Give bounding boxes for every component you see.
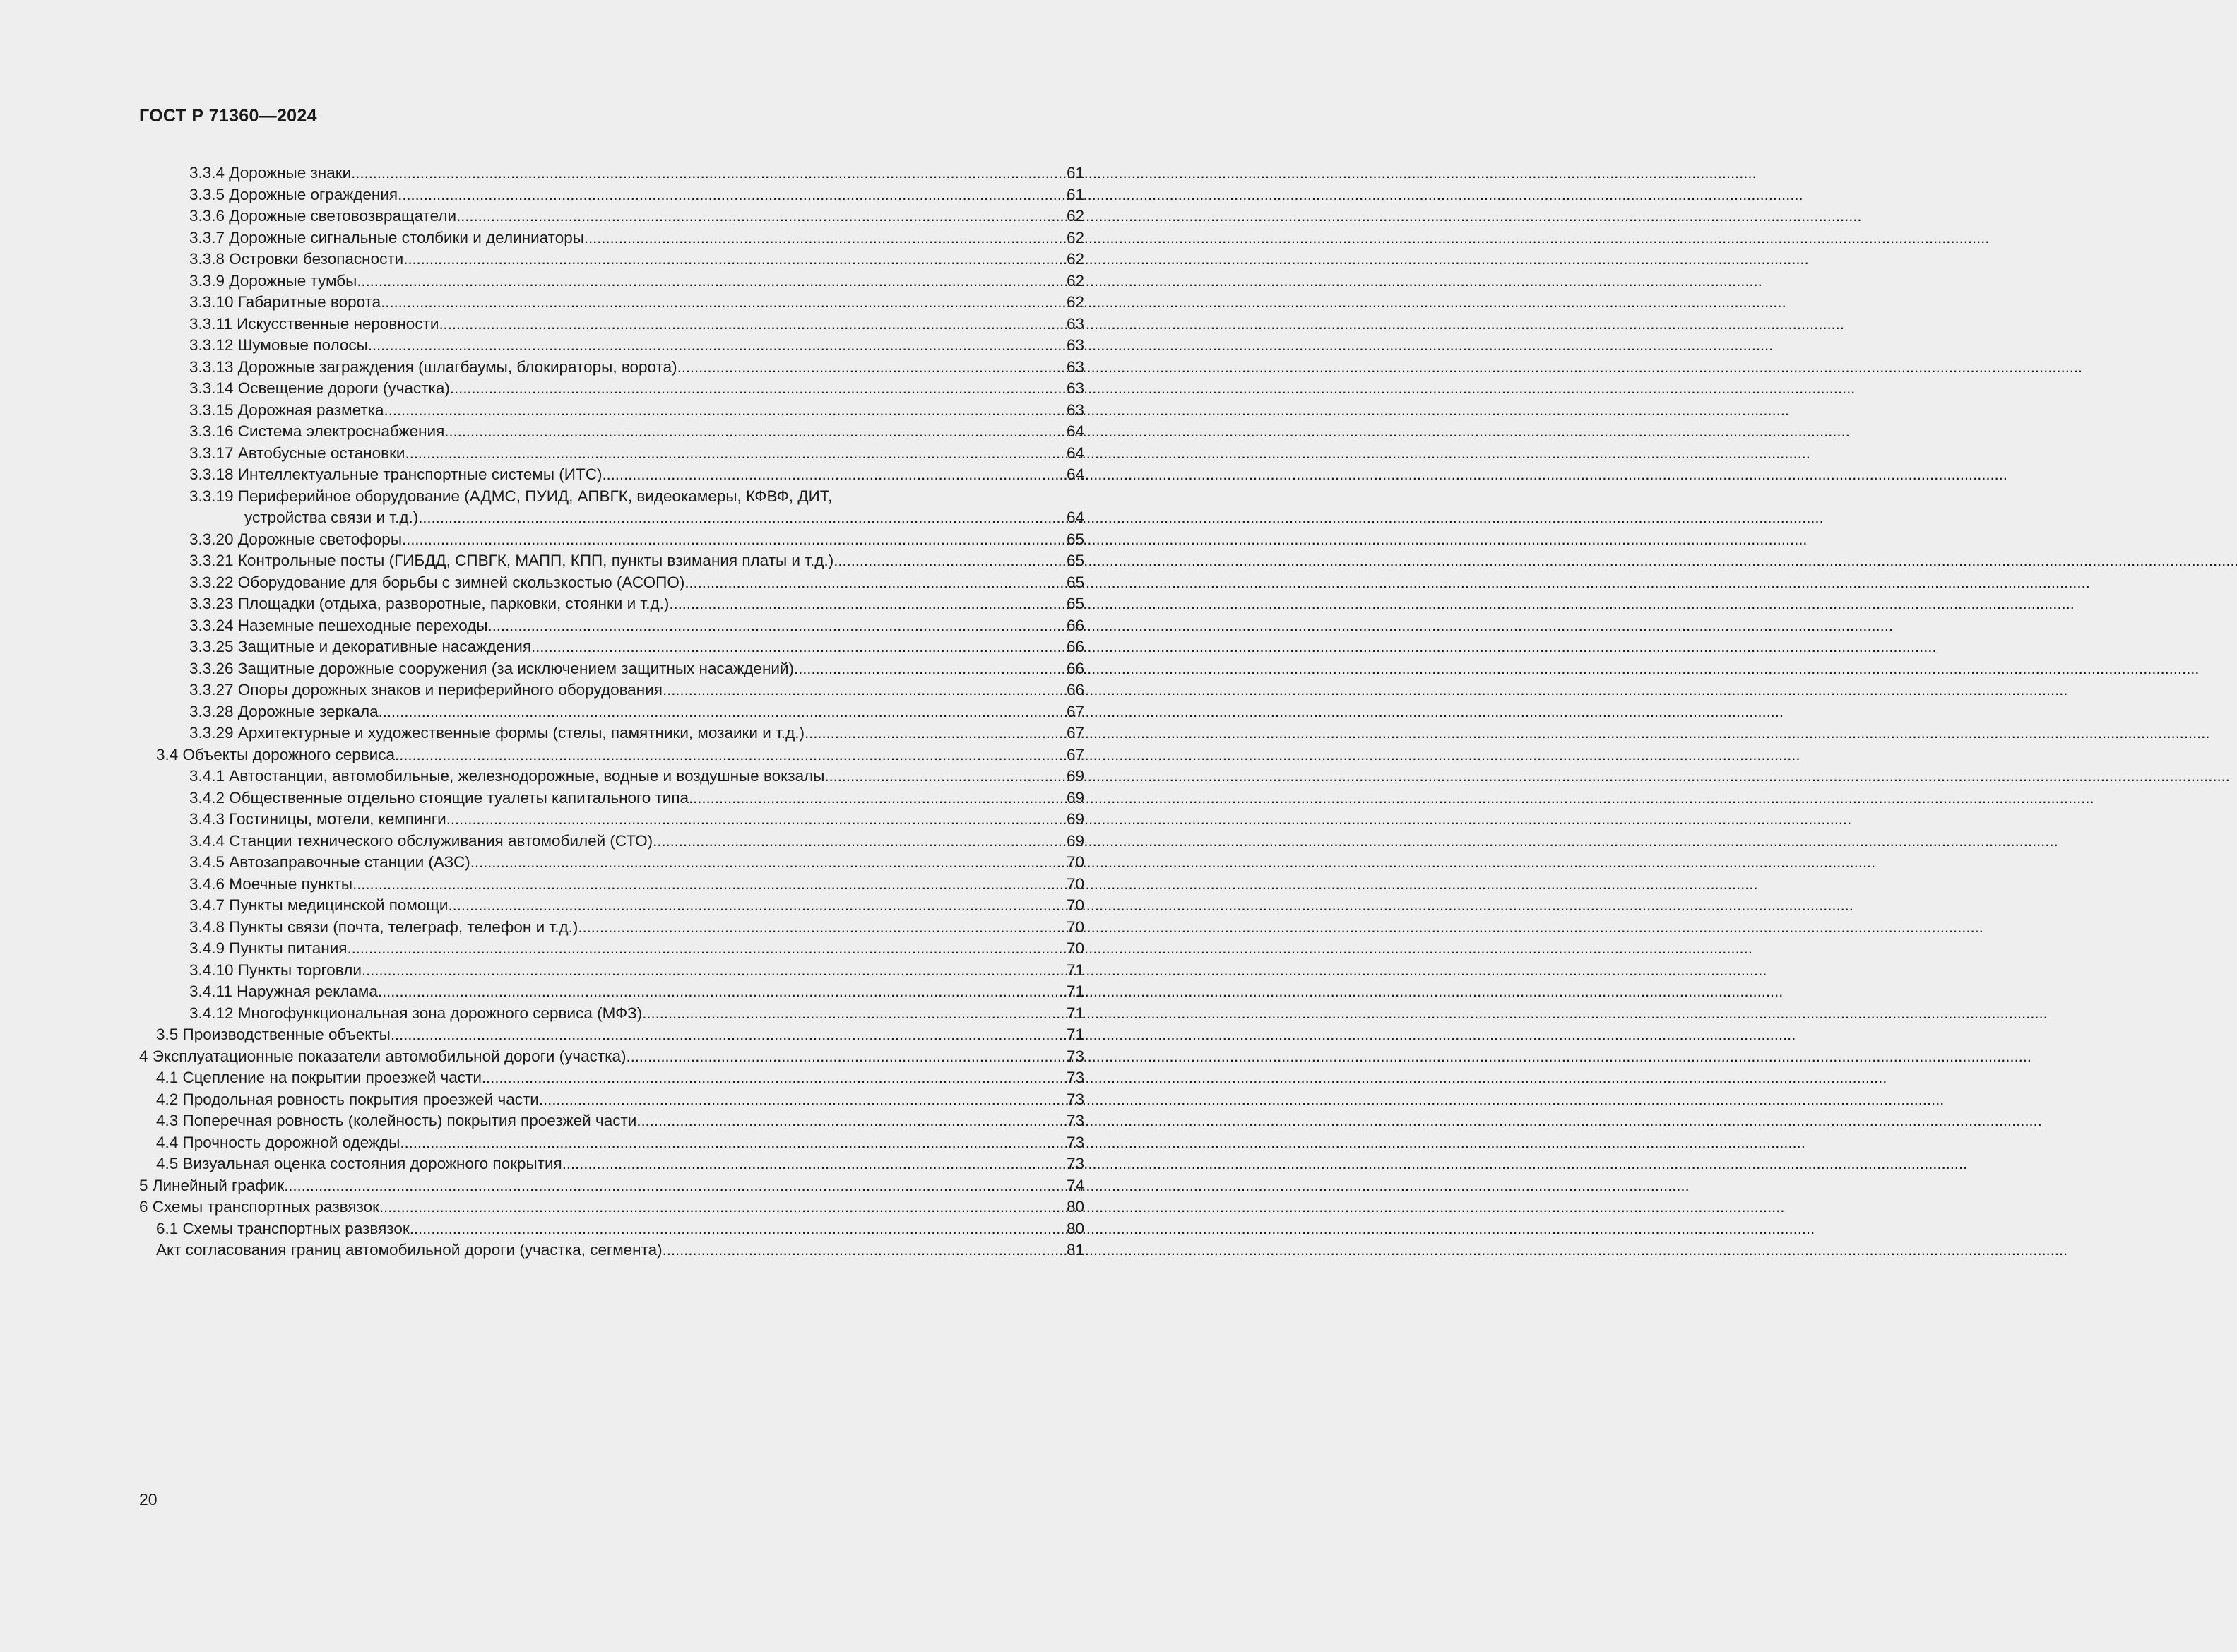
toc-entry[interactable] (139, 249, 1084, 271)
toc-entry[interactable] (139, 184, 1084, 206)
toc-entry[interactable] (139, 809, 1084, 831)
toc-entry[interactable] (139, 227, 1084, 249)
toc-entry-page: 67 (1066, 702, 1084, 720)
toc-leader-dots (488, 615, 1063, 637)
toc-entry[interactable] (139, 421, 1084, 443)
toc-entry-label: 3.3.5 Дорожные ограждения (189, 185, 398, 203)
toc-leader-dots (663, 679, 1063, 701)
toc-entry-page: 63 (1066, 314, 1084, 333)
toc-entry-page: 81 (1066, 1241, 1084, 1259)
toc-entry[interactable] (139, 1067, 1084, 1089)
toc-entry-page: 62 (1066, 207, 1084, 225)
toc-entry[interactable] (139, 529, 1084, 551)
toc-leader-dots (642, 1003, 1063, 1025)
toc-entry-label: 3.3.17 Автобусные остановки (189, 444, 405, 462)
toc-leader-dots (395, 744, 1063, 766)
toc-leader-dots (357, 271, 1063, 292)
toc-entry[interactable] (139, 335, 1084, 357)
toc-entry[interactable] (139, 507, 1084, 529)
toc-leader-dots (539, 1089, 1063, 1111)
toc-leader-dots (824, 766, 1063, 788)
toc-entry-page: 66 (1066, 681, 1084, 699)
toc-entry-label: 3.5 Производственные объекты (156, 1026, 391, 1043)
toc-entry-page: 66 (1066, 638, 1084, 655)
toc-entry[interactable] (139, 378, 1084, 400)
toc-entry-label: 3.3.13 Дорожные заграждения (шлагбаумы, блокираторы, ворота) (189, 357, 677, 376)
toc-leader-dots (669, 593, 1063, 615)
toc-entry-page: 63 (1066, 336, 1084, 354)
toc-entry-page: 73 (1066, 1069, 1084, 1086)
toc-entry-label: 4.1 Сцепление на покрытии проезжей части (156, 1069, 482, 1086)
toc-entry-label: 6.1 Схемы транспортных развязок (156, 1219, 410, 1237)
toc-leader-dots (352, 874, 1063, 896)
toc-entry-page: 71 (1066, 982, 1084, 1000)
toc-entry[interactable] (139, 1196, 1084, 1218)
toc-entry-label: 3.4.12 Многофункциональная зона дорожного сервиса (МФЗ) (189, 1004, 643, 1022)
toc-entry-label: 3.4.7 Пункты медицинской помощи (189, 896, 449, 914)
toc-entry-page: 67 (1066, 724, 1084, 742)
toc-entry-label: 3.4.8 Пункты связи (почта, телеграф, телефон и т.д.) (189, 917, 578, 936)
toc-entry[interactable] (139, 636, 1084, 658)
toc-entry-page: 73 (1066, 1155, 1084, 1172)
toc-leader-dots (379, 1196, 1063, 1218)
toc-entry-page: 64 (1066, 465, 1084, 483)
toc-entry-label: 4.2 Продольная ровность покрытия проезжей части (156, 1090, 539, 1108)
page-number: 20 (139, 1490, 158, 1509)
toc-entry[interactable] (139, 852, 1084, 874)
toc-entry-label: 3.3.7 Дорожные сигнальные столбики и делиниаторы (189, 228, 584, 246)
toc-entry-label: 3.4.10 Пункты торговли (189, 961, 362, 979)
toc-leader-dots (384, 400, 1064, 422)
toc-entry-label: 3.3.15 Дорожная разметка (189, 400, 384, 419)
toc-entry-page: 69 (1066, 831, 1084, 850)
toc-entry-label: 3.3.11 Искусственные неровности (189, 314, 439, 333)
toc-entry-page: 74 (1066, 1176, 1084, 1194)
toc-entry-label: 3.3.16 Система электроснабжения (189, 422, 445, 440)
toc-entry[interactable] (139, 357, 1084, 379)
toc-leader-dots (418, 507, 1063, 529)
toc-leader-dots (351, 162, 1063, 184)
toc-entry-label: 3.4.6 Моечные пункты (189, 874, 353, 893)
toc-entry-page: 73 (1066, 1133, 1084, 1151)
toc-entry-label: 3.4 Объекты дорожного сервиса (156, 745, 396, 763)
toc-entry-page: 73 (1066, 1047, 1084, 1065)
toc-entry-label: 3.3.27 Опоры дорожных знаков и периферийного оборудования (189, 681, 663, 699)
toc-entry-page: 63 (1066, 400, 1084, 419)
toc-leader-dots (531, 636, 1063, 658)
toc-entry-page: 65 (1066, 573, 1084, 591)
table-of-contents (139, 162, 1084, 1261)
toc-leader-dots (400, 1132, 1063, 1154)
toc-entry-label: 5 Линейный график (139, 1176, 285, 1194)
toc-entry[interactable] (139, 766, 1084, 788)
toc-entry-label: 3.3.14 Освещение дороги (участка) (189, 379, 450, 397)
toc-entry[interactable] (139, 1046, 1084, 1068)
toc-entry-label: 3.4.11 Наружная реклама (189, 982, 378, 1000)
toc-entry[interactable] (139, 464, 1084, 486)
toc-leader-dots (602, 464, 1063, 486)
toc-leader-dots (578, 917, 1063, 939)
toc-entry[interactable] (139, 960, 1084, 982)
toc-entry-page: 62 (1066, 271, 1084, 290)
toc-entry-label: 3.3.6 Дорожные световозвращатели (189, 207, 457, 225)
toc-leader-dots (402, 529, 1063, 551)
toc-entry-label: 3.3.25 Защитные и декоративные насаждения (189, 638, 532, 655)
toc-leader-dots (444, 421, 1063, 443)
toc-leader-dots (391, 1024, 1063, 1046)
toc-entry[interactable] (139, 593, 1084, 615)
toc-entry[interactable] (139, 831, 1084, 852)
toc-entry[interactable] (139, 679, 1084, 701)
toc-entry-page: 62 (1066, 228, 1084, 246)
toc-entry-page: 63 (1066, 357, 1084, 376)
toc-leader-dots (381, 292, 1063, 314)
toc-leader-dots (663, 1240, 1063, 1261)
toc-entry-label: 3.3.23 Площадки (отдыха, разворотные, парковки, стоянки и т.д.) (189, 595, 670, 612)
toc-entry[interactable] (139, 723, 1084, 744)
toc-entry[interactable] (139, 1218, 1084, 1240)
toc-entry[interactable] (139, 1132, 1084, 1154)
toc-leader-dots (627, 1046, 1064, 1068)
toc-entry-page: 69 (1066, 810, 1084, 828)
toc-entry-label: 3.3.9 Дорожные тумбы (189, 271, 357, 290)
toc-leader-dots (684, 572, 1063, 594)
toc-leader-dots (677, 357, 1063, 379)
toc-entry-page: 64 (1066, 422, 1084, 440)
toc-leader-dots (362, 960, 1063, 982)
toc-entry-label: 3.4.9 Пункты питания (189, 939, 348, 957)
toc-entry-label: 3.3.22 Оборудование для борьбы с зимней скользкостью (АСОПО) (189, 573, 685, 591)
toc-leader-dots (584, 227, 1063, 249)
toc-entry-label: 4.5 Визуальная оценка состояния дорожного покрытия (156, 1155, 562, 1172)
toc-entry-label: 3.3.26 Защитные дорожные сооружения (за исключением защитных насаждений) (189, 659, 794, 677)
toc-leader-dots (284, 1175, 1063, 1197)
toc-entry-label: 3.4.5 Автозаправочные станции (АЗС) (189, 853, 470, 871)
toc-entry-label: Акт согласования границ автомобильной дороги (участка, сегмента) (156, 1241, 663, 1259)
toc-leader-dots (653, 831, 1063, 852)
toc-leader-dots (410, 1218, 1063, 1240)
toc-entry-page: 71 (1066, 961, 1084, 979)
toc-leader-dots (378, 981, 1063, 1003)
toc-leader-dots (379, 701, 1063, 723)
toc-entry-page: 61 (1066, 164, 1084, 182)
toc-entry-label: 3.3.8 Островки безопасности (189, 250, 404, 268)
toc-entry[interactable] (139, 895, 1084, 917)
toc-entry[interactable] (139, 701, 1084, 723)
toc-entry-page: 66 (1066, 659, 1084, 677)
toc-entry-label: 3.3.21 Контрольные посты (ГИБДД, СПВГК, МАПП, КПП, пункты взимания платы и т.д.) (189, 552, 834, 569)
toc-entry[interactable] (139, 1024, 1084, 1046)
toc-leader-dots (403, 249, 1063, 271)
toc-entry-label: 3.3.20 Дорожные светофоры (189, 530, 402, 548)
toc-entry[interactable] (139, 314, 1084, 335)
toc-entry-page: 67 (1066, 745, 1084, 763)
toc-leader-dots (794, 658, 1063, 680)
toc-entry[interactable] (139, 658, 1084, 680)
toc-entry[interactable] (139, 1175, 1084, 1197)
toc-leader-dots (805, 723, 1063, 744)
toc-entry-page: 61 (1066, 185, 1084, 203)
toc-entry-label: 3.3.4 Дорожные знаки (189, 164, 352, 182)
toc-entry-page: 73 (1066, 1112, 1084, 1129)
toc-leader-dots (450, 378, 1063, 400)
toc-entry[interactable] (139, 615, 1084, 637)
toc-entry[interactable] (139, 1240, 1084, 1261)
toc-entry[interactable] (139, 981, 1084, 1003)
toc-leader-dots (368, 335, 1063, 357)
toc-entry[interactable] (139, 1089, 1084, 1111)
toc-entry[interactable] (139, 292, 1084, 314)
toc-entry-page: 80 (1066, 1219, 1084, 1237)
toc-entry-label: 4 Эксплуатационные показатели автомобильной дороги (участка) (139, 1047, 627, 1065)
toc-entry-page: 62 (1066, 250, 1084, 268)
toc-entry-label: устройства связи и т.д.) (244, 509, 419, 526)
toc-entry-page: 63 (1066, 379, 1084, 397)
toc-entry[interactable] (139, 1110, 1084, 1132)
toc-entry[interactable] (139, 271, 1084, 292)
toc-entry-label: 4.3 Поперечная ровность (колейность) покрытия проезжей части (156, 1112, 637, 1129)
toc-entry[interactable] (139, 206, 1084, 227)
toc-entry-page: 80 (1066, 1198, 1084, 1216)
toc-entry[interactable] (139, 572, 1084, 594)
toc-leader-dots (347, 938, 1063, 960)
toc-entry[interactable] (139, 162, 1084, 184)
toc-entry-page: 71 (1066, 1026, 1084, 1043)
toc-entry-label: 3.4.3 Гостиницы, мотели, кемпинги (189, 810, 446, 828)
toc-entry[interactable] (139, 788, 1084, 809)
toc-entry[interactable] (139, 400, 1084, 422)
toc-entry-label: 3.3.28 Дорожные зеркала (189, 702, 379, 720)
toc-leader-dots (398, 184, 1063, 206)
toc-entry-label: 3.3.12 Шумовые полосы (189, 336, 368, 354)
toc-leader-dots (470, 852, 1063, 874)
toc-entry-page: 65 (1066, 552, 1084, 569)
toc-entry-label: 3.3.10 Габаритные ворота (189, 293, 381, 311)
document-header: ГОСТ Р 71360—2024 (139, 106, 317, 126)
toc-entry-page: 71 (1066, 1004, 1084, 1022)
toc-entry-label: 3.4.1 Автостанции, автомобильные, железнодорожные, водные и воздушные вокзалы (189, 767, 825, 785)
toc-leader-dots (446, 809, 1063, 831)
toc-entry[interactable] (139, 874, 1084, 896)
toc-entry[interactable] (139, 443, 1084, 465)
toc-leader-dots (456, 206, 1063, 227)
toc-entry[interactable] (139, 1153, 1084, 1175)
toc-leader-dots (689, 788, 1063, 809)
toc-entry-label: 3.3.18 Интеллектуальные транспортные системы (ИТС) (189, 465, 603, 483)
toc-entry-page: 73 (1066, 1090, 1084, 1108)
toc-leader-dots (482, 1067, 1063, 1089)
toc-entry-page: 69 (1066, 788, 1084, 807)
toc-leader-dots (562, 1153, 1063, 1175)
toc-entry-page: 70 (1066, 874, 1084, 893)
toc-entry-page: 66 (1066, 616, 1084, 634)
toc-entry[interactable] (139, 938, 1084, 960)
toc-entry-page: 70 (1066, 917, 1084, 936)
toc-entry[interactable] (139, 744, 1084, 766)
toc-entry-label: 4.4 Прочность дорожной одежды (156, 1133, 400, 1151)
toc-entry-page: 65 (1066, 595, 1084, 612)
toc-leader-dots (636, 1110, 1063, 1132)
toc-entry-page: 70 (1066, 853, 1084, 871)
toc-entry-label: 6 Схемы транспортных развязок (139, 1198, 379, 1216)
toc-leader-dots (405, 443, 1063, 465)
toc-entry[interactable] (139, 1003, 1084, 1025)
toc-entry-label: 3.3.19 Периферийное оборудование (АДМС, ПУИД, АПВГК, видеокамеры, КФВФ, ДИТ, (189, 487, 833, 505)
toc-entry[interactable] (139, 550, 1084, 572)
toc-entry-page: 65 (1066, 530, 1084, 548)
toc-leader-dots (448, 895, 1063, 917)
toc-entry-label: 3.4.4 Станции технического обслуживания автомобилей (СТО) (189, 831, 653, 850)
toc-entry-page: 70 (1066, 896, 1084, 914)
toc-entry[interactable] (139, 917, 1084, 939)
toc-entry-page: 62 (1066, 293, 1084, 311)
toc-entry-page: 69 (1066, 767, 1084, 785)
toc-leader-dots (439, 314, 1063, 335)
toc-entry-label: 3.3.29 Архитектурные и художественные формы (стелы, памятники, мозаики и т.д.) (189, 724, 805, 742)
toc-entry-label: 3.3.24 Наземные пешеходные переходы (189, 616, 488, 634)
toc-entry-label: 3.4.2 Общественные отдельно стоящие туалеты капитального типа (189, 788, 689, 807)
toc-leader-dots (833, 550, 1063, 572)
toc-entry[interactable] (139, 486, 1084, 508)
toc-entry-page: 64 (1066, 444, 1084, 462)
toc-entry-page: 64 (1066, 509, 1084, 526)
toc-entry-page: 70 (1066, 939, 1084, 957)
